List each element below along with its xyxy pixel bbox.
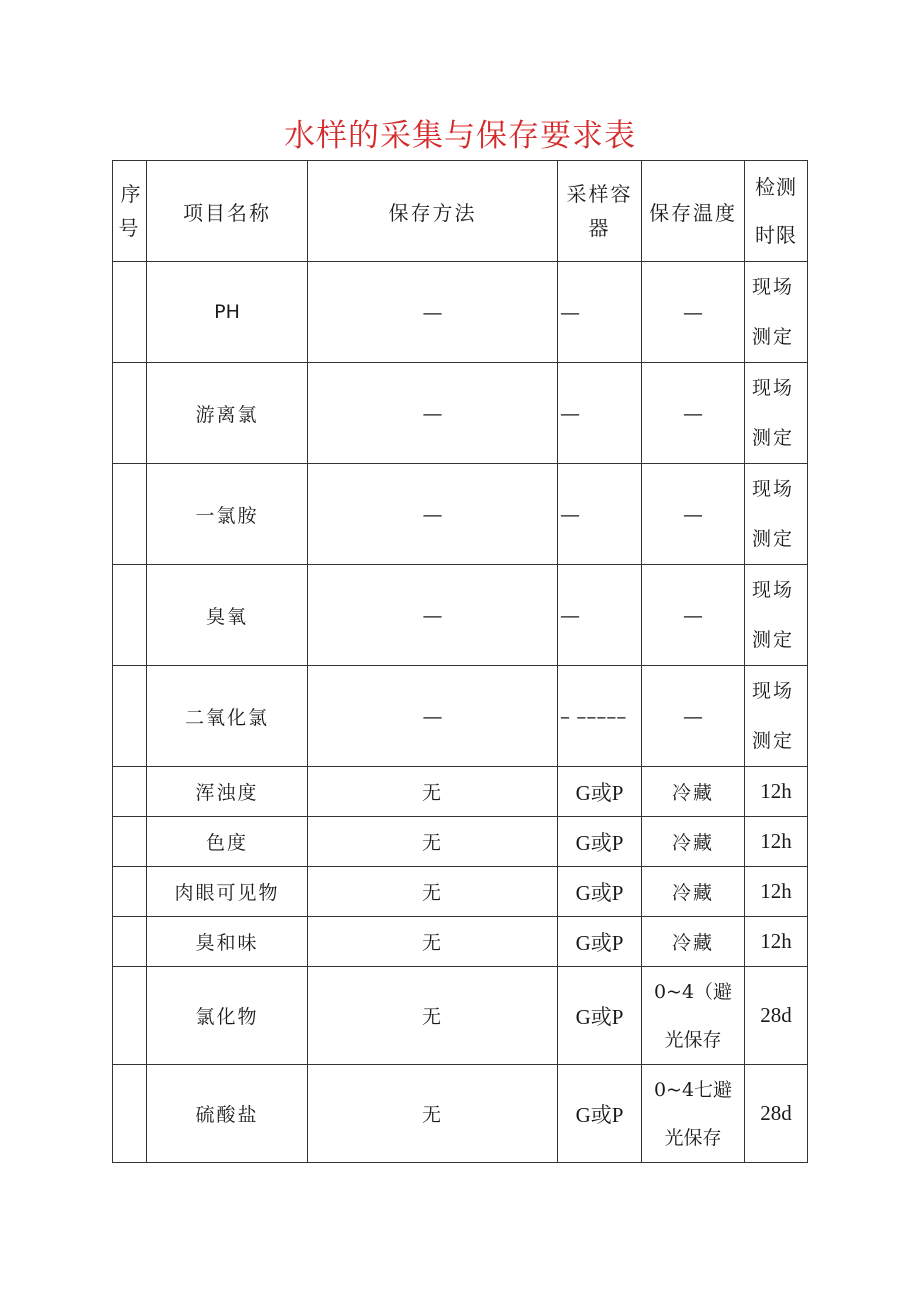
row-method: — bbox=[308, 363, 558, 464]
row-method: 无 bbox=[308, 767, 558, 817]
row-temperature: 冷藏 bbox=[642, 867, 745, 917]
row-index bbox=[113, 867, 147, 917]
table-header-row bbox=[113, 161, 808, 262]
table-row bbox=[113, 1065, 808, 1163]
row-name: 二氧化氯 bbox=[147, 666, 308, 767]
header-method: 保存方法 bbox=[308, 161, 558, 262]
row-method: — bbox=[308, 262, 558, 363]
row-name: 硫酸盐 bbox=[147, 1065, 308, 1163]
row-index bbox=[113, 767, 147, 817]
row-method: 无 bbox=[308, 817, 558, 867]
row-limit: 28d bbox=[745, 967, 808, 1065]
row-name: 肉眼可见物 bbox=[147, 867, 308, 917]
row-index bbox=[113, 363, 147, 464]
row-index bbox=[113, 917, 147, 967]
row-index bbox=[113, 967, 147, 1065]
page-title: 水样的采集与保存要求表 bbox=[284, 118, 636, 154]
row-limit: 12h bbox=[745, 817, 808, 867]
row-temperature: — bbox=[642, 565, 745, 666]
row-container: G或P bbox=[558, 867, 642, 917]
row-method: 无 bbox=[308, 867, 558, 917]
row-name: 浑浊度 bbox=[147, 767, 308, 817]
header-container: 采样容器 bbox=[558, 161, 642, 262]
row-limit: 现场测定 bbox=[745, 262, 808, 363]
header-temperature: 保存温度 bbox=[642, 161, 745, 262]
table-row bbox=[113, 363, 808, 464]
row-limit: 12h bbox=[745, 867, 808, 917]
table-row bbox=[113, 565, 808, 666]
row-container: G或P bbox=[558, 817, 642, 867]
row-index bbox=[113, 464, 147, 565]
row-name: 色度 bbox=[147, 817, 308, 867]
row-method: — bbox=[308, 666, 558, 767]
row-temperature: — bbox=[642, 464, 745, 565]
header-name: 项目名称 bbox=[147, 161, 308, 262]
row-index bbox=[113, 817, 147, 867]
row-method: — bbox=[308, 464, 558, 565]
row-container: – ––––– bbox=[558, 666, 642, 767]
row-method: 无 bbox=[308, 917, 558, 967]
table-row bbox=[113, 917, 808, 967]
row-name: 一氯胺 bbox=[147, 464, 308, 565]
row-method: 无 bbox=[308, 967, 558, 1065]
row-limit: 12h bbox=[745, 917, 808, 967]
row-temperature: 冷藏 bbox=[642, 767, 745, 817]
row-limit: 现场测定 bbox=[745, 565, 808, 666]
row-limit: 现场测定 bbox=[745, 464, 808, 565]
table-row bbox=[113, 262, 808, 363]
row-container: — bbox=[558, 363, 642, 464]
row-container: G或P bbox=[558, 1065, 642, 1163]
row-temperature: 0~4七避光保存 bbox=[642, 1065, 745, 1163]
table-row bbox=[113, 867, 808, 917]
row-method: — bbox=[308, 565, 558, 666]
row-temperature: 冷藏 bbox=[642, 817, 745, 867]
table-row bbox=[113, 666, 808, 767]
sampling-requirements-table bbox=[112, 160, 808, 1163]
row-name: PH bbox=[147, 262, 308, 363]
row-container: G或P bbox=[558, 917, 642, 967]
row-name: 氯化物 bbox=[147, 967, 308, 1065]
row-temperature: 冷藏 bbox=[642, 917, 745, 967]
row-name: 臭和味 bbox=[147, 917, 308, 967]
row-name: 臭氧 bbox=[147, 565, 308, 666]
row-method: 无 bbox=[308, 1065, 558, 1163]
row-temperature: — bbox=[642, 363, 745, 464]
table-row bbox=[113, 767, 808, 817]
row-name: 游离氯 bbox=[147, 363, 308, 464]
header-index: 序号 bbox=[113, 161, 147, 262]
row-container: — bbox=[558, 565, 642, 666]
header-limit: 检测时限 bbox=[745, 161, 808, 262]
row-limit: 现场测定 bbox=[745, 363, 808, 464]
row-index bbox=[113, 1065, 147, 1163]
row-container: G或P bbox=[558, 767, 642, 817]
row-container: G或P bbox=[558, 967, 642, 1065]
table-row bbox=[113, 967, 808, 1065]
row-container: — bbox=[558, 464, 642, 565]
row-temperature: — bbox=[642, 666, 745, 767]
row-index bbox=[113, 666, 147, 767]
row-limit: 28d bbox=[745, 1065, 808, 1163]
row-container: — bbox=[558, 262, 642, 363]
table-row bbox=[113, 464, 808, 565]
table-row bbox=[113, 817, 808, 867]
row-limit: 12h bbox=[745, 767, 808, 817]
row-temperature: — bbox=[642, 262, 745, 363]
row-limit: 现场测定 bbox=[745, 666, 808, 767]
row-index bbox=[113, 262, 147, 363]
row-temperature: 0~4（避光保存 bbox=[642, 967, 745, 1065]
row-index bbox=[113, 565, 147, 666]
